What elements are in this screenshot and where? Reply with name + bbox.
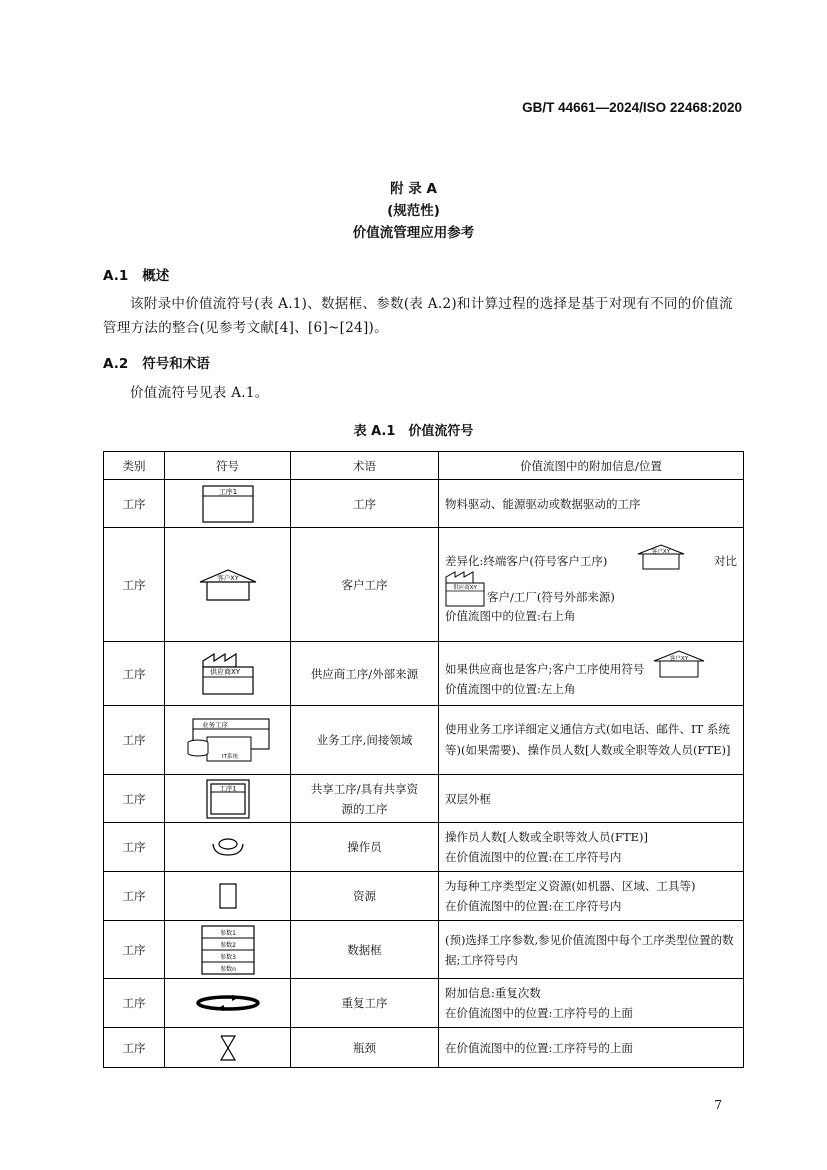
- cell-term: 重复工序: [291, 979, 439, 1028]
- section-number: A.2: [103, 356, 129, 372]
- symbol-label: 参数3: [219, 953, 236, 961]
- table-header-row: [104, 452, 744, 480]
- cell-term: 共享工序/具有共享资源的工序: [291, 775, 439, 823]
- symbol-label: 客户XY: [670, 655, 689, 662]
- cell-category: 工序: [104, 979, 165, 1028]
- cell-info: (预)选择工序参数,参见价值流图中每个工序类型位置的数据;工序符号内: [439, 921, 744, 979]
- repeat-process-symbol-icon: [165, 979, 291, 1028]
- header-symbol: 符号: [165, 452, 291, 480]
- header-info: 价值流图中的附加信息/位置: [439, 452, 744, 480]
- info-text: 在价值流图中的位置:在工序符号内: [445, 850, 622, 864]
- info-text: 操作员人数[人数或全职等效人员(FTE)]: [445, 830, 648, 844]
- table-caption: 表 A.1 价值流符号: [353, 424, 474, 439]
- cell-category: 工序: [104, 775, 165, 823]
- table-row: [104, 1028, 744, 1068]
- info-text: 在价值流图中的位置:在工序符号内: [445, 899, 622, 913]
- cell-info: 双层外框: [439, 775, 744, 823]
- section-title: 符号和术语: [142, 356, 210, 372]
- symbol-label: 工序1: [218, 487, 237, 496]
- header-term: 术语: [291, 452, 439, 480]
- cell-term: 数据框: [291, 921, 439, 979]
- table-row: [104, 528, 744, 642]
- customer-symbol-icon: [165, 528, 291, 642]
- cell-info: 使用业务工序详细定义通信方式(如电话、邮件、IT 系统等)(如果需要)、操作员人数[人数或全职等效人员(FTE)]: [439, 706, 744, 775]
- business-process-symbol-icon: [165, 706, 291, 775]
- cell-category: 工序: [104, 528, 165, 642]
- info-text: 在价值流图中的位置:工序符号的上面: [445, 1006, 633, 1020]
- symbol-label: 客户XY: [651, 549, 670, 555]
- cell-category: 工序: [104, 823, 165, 872]
- info-text: 如果供应商也是客户;客户工序使用符号: [445, 661, 645, 676]
- value-stream-symbol-table: [103, 451, 744, 1068]
- info-text: 差异化:终端客户(符号客户工序): [445, 554, 608, 568]
- symbol-label: 供应商XY: [209, 667, 240, 676]
- hourglass-icon: [165, 1028, 291, 1068]
- cell-term: 资源: [291, 872, 439, 921]
- symbol-label: 参数2: [219, 941, 236, 949]
- cell-category: 工序: [104, 480, 165, 528]
- section-number: A.1: [103, 268, 129, 284]
- cell-term: 客户工序: [291, 528, 439, 642]
- process-symbol-icon: [165, 480, 291, 528]
- cell-info: [439, 872, 744, 921]
- standard-number: GB/T 44661—2024/ISO 22468:2020: [522, 100, 742, 115]
- cell-term: 工序: [291, 480, 439, 528]
- annex-status: (规范性): [387, 203, 440, 219]
- cell-term: 瓶颈: [291, 1028, 439, 1068]
- cell-category: 工序: [104, 872, 165, 921]
- factory-inline-icon: [445, 571, 485, 607]
- info-text: 附加信息:重复次数: [445, 986, 541, 1000]
- cell-category: 工序: [104, 1028, 165, 1068]
- symbol-label: IT系统: [221, 754, 238, 760]
- table-row: [104, 979, 744, 1028]
- section-a2-body: 价值流符号见表 A.1。: [130, 385, 269, 401]
- table-row: [104, 823, 744, 872]
- section-a1-heading: [103, 264, 169, 284]
- info-text: 价值流图中的位置:右上角: [445, 609, 576, 623]
- cell-category: 工序: [104, 921, 165, 979]
- cell-info: 在价值流图中的位置:工序符号的上面: [439, 1028, 744, 1068]
- operator-symbol-icon: [165, 823, 291, 872]
- annex-title: 附 录 A: [390, 181, 437, 197]
- cell-info: [439, 642, 744, 706]
- cell-term: 业务工序,间接领域: [291, 706, 439, 775]
- annex-name: 价值流管理应用参考: [352, 225, 475, 241]
- resource-symbol-icon: [165, 872, 291, 921]
- cell-info: [439, 823, 744, 872]
- cell-info: 物料驱动、能源驱动或数据驱动的工序: [439, 480, 744, 528]
- table-row: [104, 921, 744, 979]
- supplier-symbol-icon: [165, 642, 291, 706]
- table-row: [104, 872, 744, 921]
- symbol-label: 供应商XY: [453, 585, 477, 591]
- cell-category: 工序: [104, 706, 165, 775]
- cell-term: 供应商工序/外部来源: [291, 642, 439, 706]
- section-a1-body: 该附录中价值流符号(表 A.1)、数据框、参数(表 A.2)和计算过程的选择是基于对现有不同的价值流管理方法的整合(见参考文献[4]、[6]~[24])。: [103, 296, 733, 336]
- table-row: [104, 642, 744, 706]
- data-box-symbol-icon: [165, 921, 291, 979]
- info-text: 对比: [713, 554, 737, 568]
- table-row: [104, 480, 744, 528]
- symbol-label: 工序1: [218, 784, 237, 792]
- shared-process-symbol-icon: [165, 775, 291, 823]
- symbol-label: 业务工序: [201, 721, 228, 729]
- info-text: 为每种工序类型定义资源(如机器、区域、工具等): [445, 879, 696, 893]
- info-text: 价值流图中的位置:左上角: [445, 681, 576, 696]
- table-row: [104, 706, 744, 775]
- table-row: [104, 775, 744, 823]
- cell-info: [439, 528, 744, 642]
- info-text: 客户/工厂(符号外部来源): [487, 590, 615, 604]
- cell-term: 操作员: [291, 823, 439, 872]
- section-title: 概述: [142, 268, 170, 284]
- section-a2-heading: [103, 352, 210, 372]
- symbol-label: 参数1: [219, 929, 236, 937]
- customer-inline-icon: [636, 543, 686, 571]
- cell-category: 工序: [104, 642, 165, 706]
- page-number: 7: [714, 1098, 722, 1112]
- header-category: 类别: [104, 452, 165, 480]
- cell-info: [439, 979, 744, 1028]
- symbol-label: 参数n: [219, 965, 236, 973]
- customer-inline-icon: [652, 649, 706, 679]
- symbol-label: 客户XY: [216, 573, 239, 582]
